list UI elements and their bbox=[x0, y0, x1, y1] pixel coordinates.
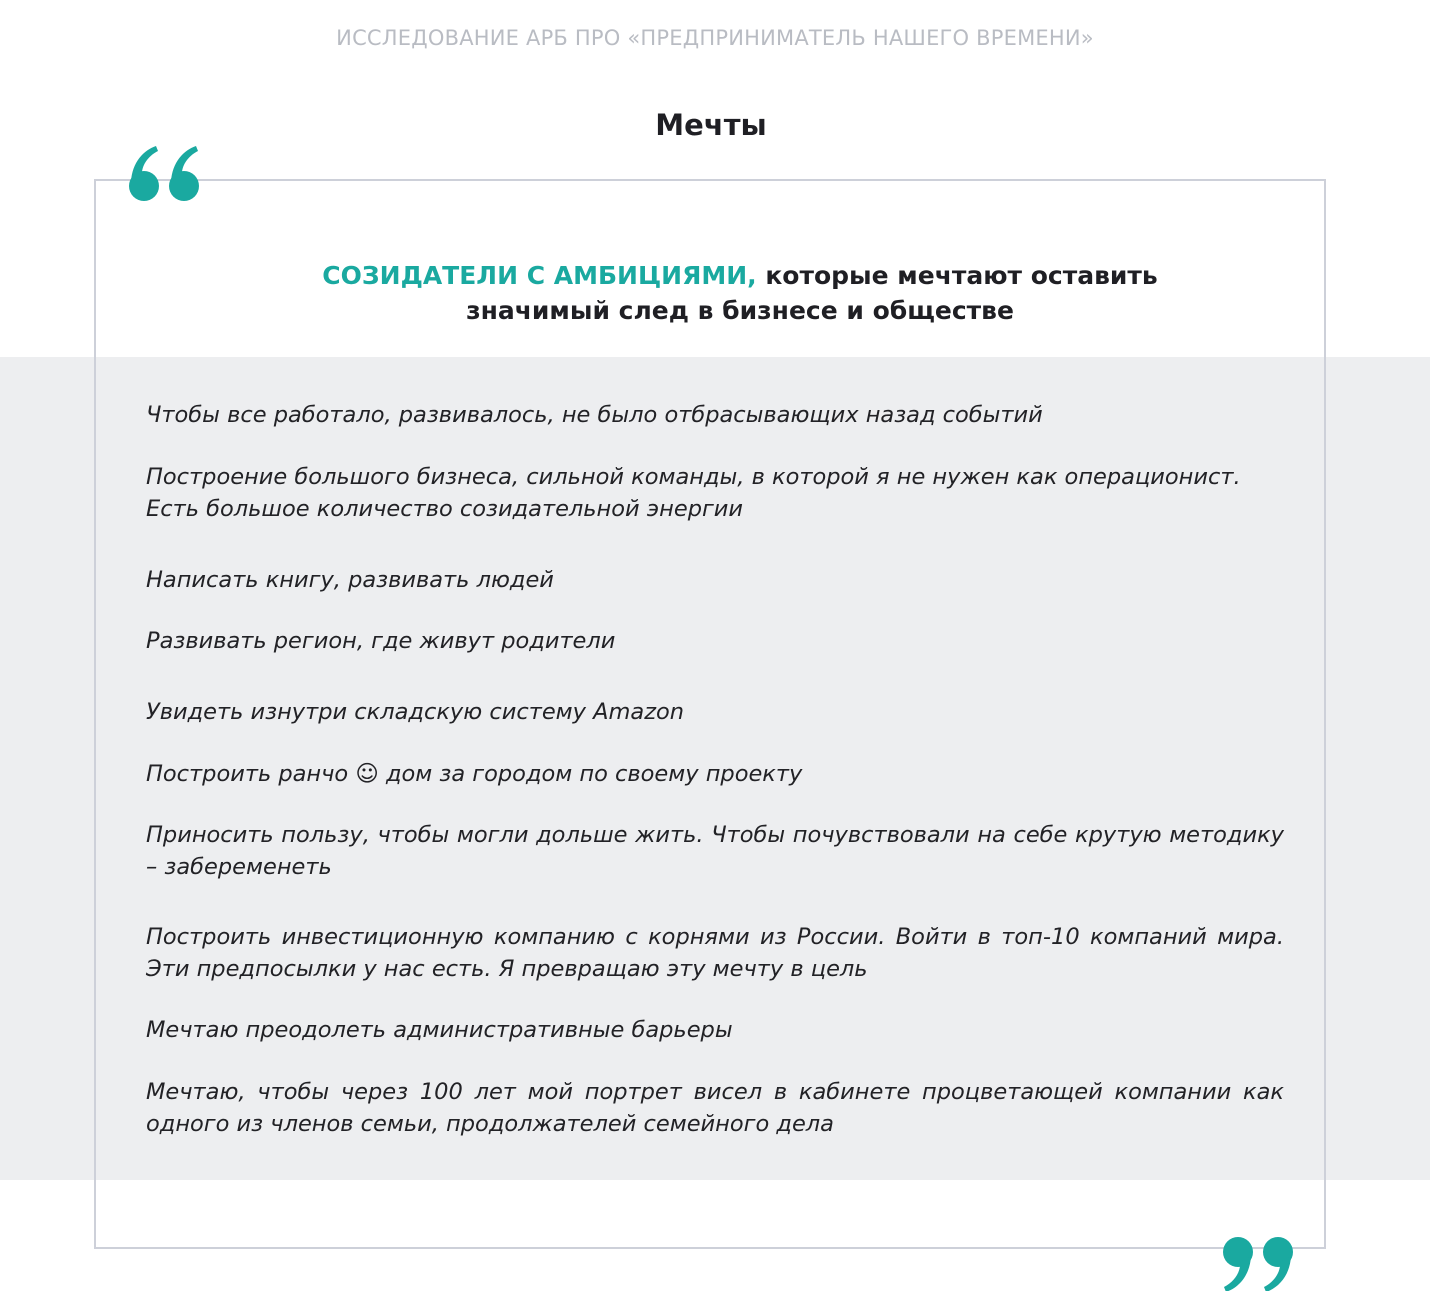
quote-item: Построение большого бизнеса, сильной команды, в которой я не нужен как операционист. Есть большое количество созидательной энергии bbox=[146, 464, 1241, 522]
quote-item: Увидеть изнутри складскую систему Amazon bbox=[146, 699, 685, 725]
headline-accent: СОЗИДАТЕЛИ С АМБИЦИЯМИ, bbox=[322, 261, 757, 290]
quote-item: Приносить пользу, чтобы могли дольше жить. Чтобы почувствовали на себе крутую методику – забеременеть bbox=[146, 822, 1284, 880]
quote-item: Мечтаю, чтобы через 100 лет мой портрет висел в кабинете процветающей компании как одного из членов семьи, продолжателей семейного дела bbox=[146, 1079, 1284, 1137]
headline-line-2: значимый след в бизнесе и обществе bbox=[466, 296, 1014, 325]
quote-item: Чтобы все работало, развивалось, не было отбрасывающих назад событий bbox=[146, 402, 1043, 428]
headline-line-1-rest: которые мечтают оставить bbox=[756, 261, 1158, 290]
headline bbox=[200, 258, 1280, 328]
quote-item: Построить инвестиционную компанию с корнями из России. Войти в топ-10 компаний мира. Эти предпосылки у нас есть. Я превращаю эту мечту в цель bbox=[146, 924, 1284, 982]
page-title: Мечты bbox=[655, 108, 767, 142]
quote-item: Мечтаю преодолеть административные барьеры bbox=[146, 1017, 733, 1043]
header-caption: ИССЛЕДОВАНИЕ АРБ ПРО «ПРЕДПРИНИМАТЕЛЬ НАШЕГО ВРЕМЕНИ» bbox=[336, 26, 1094, 50]
quote-item: Развивать регион, где живут родители bbox=[146, 628, 616, 654]
quote-item: Написать книгу, развивать людей bbox=[146, 567, 554, 593]
close-quote-icon bbox=[1216, 1234, 1296, 1291]
quote-item: Построить ранчо ☺ дом за городом по своему проекту bbox=[146, 761, 803, 787]
headline-line-1 bbox=[200, 258, 1280, 293]
open-quote-icon bbox=[126, 146, 206, 204]
